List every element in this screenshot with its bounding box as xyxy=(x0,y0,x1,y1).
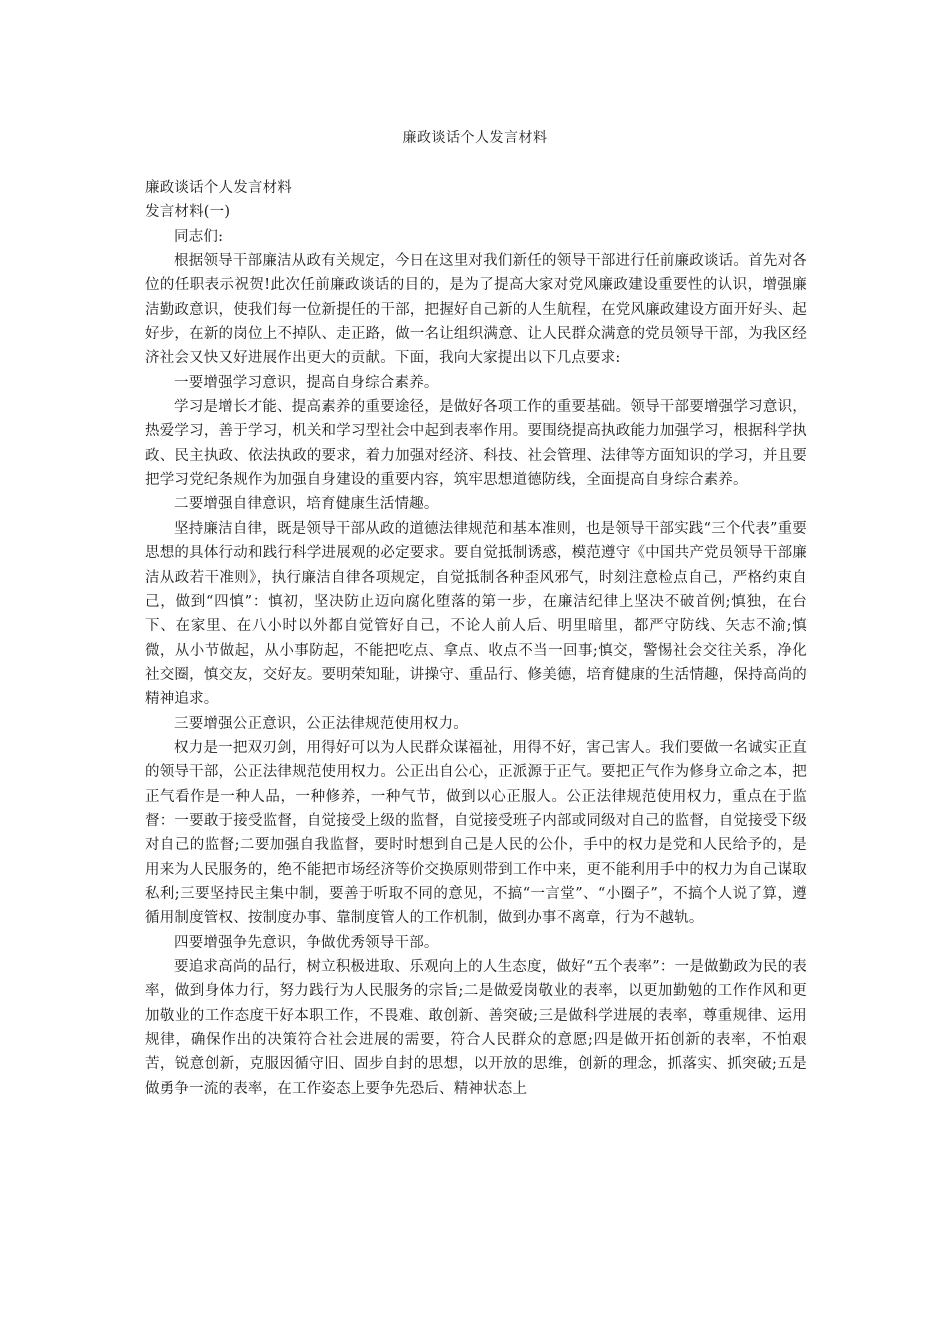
paragraph-1: 学习是增长才能、提高素养的重要途径，是做好各项工作的重要基础。领导干部要增强学习意识，热爱学习，善于学习，机关和学习型社会中起到表率作用。要围绕提高执政能力加强学习，根据科学执政、民主执政、依法执政的要求，着力加强对经济、科技、社会管理、法律等方面知识的学习，并且要把学习党纪条规作为加强自身建设的重要内容，筑牢思想道德防线，全面提高自身综合素养。 xyxy=(145,399,807,489)
salutation: 同志们: xyxy=(174,228,224,245)
document-body xyxy=(145,176,807,1101)
section-heading-2: 二要增强自律意识，培育健康生活情趣。 xyxy=(174,496,439,513)
section-heading-4: 四要增强争先意识，争做优秀领导干部。 xyxy=(174,934,439,951)
section-heading-1: 一要增强学习意识，提高自身综合素养。 xyxy=(174,374,439,391)
paragraph-4: 要追求高尚的品行，树立积极进取、乐观向上的人生态度，做好“五个表率”：一是做勤政为民的表率，做到身体力行，努力践行为人民服务的宗旨;二是做爱岗敬业的表率，以更加勤勉的工作作风和更加敬业的工作态度干好本职工作，不畏难、敢创新、善突破;三是做科学进展的表率，尊重规律、运用规律，确保作出的决策符合社会进展的需要，符合人民群众的意愿;四是做开拓创新的表率，不怕艰苦，锐意创新，克服因循守旧、固步自封的思想，以开放的思维，创新的理念，抓落实、抓突破;五是做勇争一流的表率，在工作姿态上要争先恐后、精神状态上 xyxy=(145,959,807,1097)
section-heading-3: 三要增强公正意识，公正法律规范使用权力。 xyxy=(174,715,468,732)
paragraph-3: 权力是一把双刃剑，用得好可以为人民群众谋福祉，用得不好，害己害人。我们要做一名诚实正直的领导干部，公正法律规范使用权力。公正出自公心，正派源于正气。要把正气作为修身立命之本，把正气看作是一种人品，一种修养，一种气节，做到以心正服人。公正法律规范使用权力，重点在于监督：一要敢于接受监督，自觉接受上级的监督，自觉接受班子内部或同级对自己的监督，自觉接受下级对自己的监督;二要加强自我监督，要时时想到自己是人民的公仆，手中的权力是党和人民给予的，是用来为人民服务的，绝不能把市场经济等价交换原则带到工作中来，更不能利用手中的权力为自己谋取私利;三要坚持民主集中制，要善于听取不同的意见，不搞“一言堂”、“小圈子”，不搞个人说了算，遵循用制度管权、按制度办事、靠制度管人的工作机制，做到办事不离章，行为不越轨。 xyxy=(145,739,807,927)
document-title: 廉政谈话个人发言材料 xyxy=(402,130,548,146)
document-subheading: 发言材料(一) xyxy=(145,204,231,221)
paragraph-intro: 根据领导干部廉洁从政有关规定，今日在这里对我们新任的领导干部进行任前廉政谈话。首先对各位的任职表示祝贺!此次任前廉政谈话的目的，是为了提高大家对党风廉政建设重要性的认识，增强廉洁勤政意识，使我们每一位新提任的干部，把握好自己新的人生航程，在党风廉政建设方面开好头、起好步，在新的岗位上不掉队、走正路，做一名让组织满意、让人民群众满意的党员领导干部，为我区经济社会又快又好进展作出更大的贡献。下面，我向大家提出以下几点要求: xyxy=(145,253,807,367)
paragraph-2: 坚持廉洁自律，既是领导干部从政的道德法律规范和基本准则，也是领导干部实践“三个代表”重要思想的具体行动和践行科学进展观的必定要求。要自觉抵制诱惑，模范遵守《中国共产党员领导干部廉洁从政若干准则》，执行廉洁自律各项规定，自觉抵制各种歪风邪气，时刻注意检点自己，严格约束自己，做到“四慎”：慎初，坚决防止迈向腐化堕落的第一步，在廉洁纪律上坚决不破首例;慎独，在台下、在家里、在八小时以外都自觉管好自己，不论人前人后、明里暗里，都严守防线、矢志不渝;慎微，从小节做起，从小事防起，不能把吃点、拿点、收点不当一回事;慎交，警惕社会交往关系，净化社交圈，慎交友，交好友。要明荣知耻，讲操守、重品行、修美德，培育健康的生活情趣，保持高尚的精神追求。 xyxy=(145,520,807,708)
document-heading: 廉政谈话个人发言材料 xyxy=(145,180,292,196)
